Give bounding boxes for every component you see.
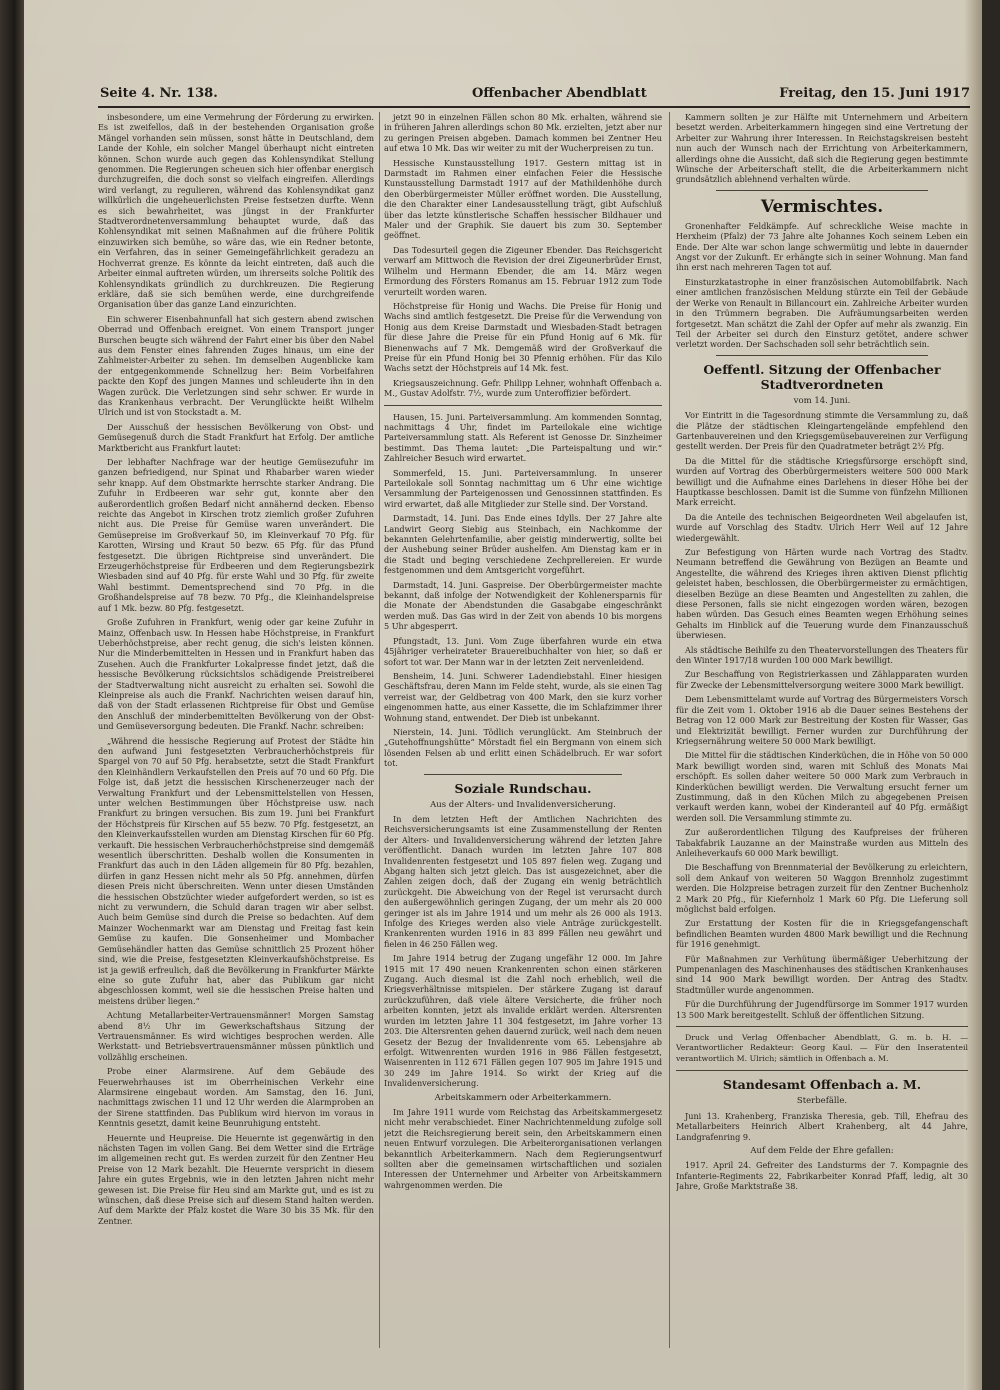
header-rule — [98, 106, 970, 108]
section-subheading: Arbeitskammern oder Arbeiterkammern. — [434, 1092, 612, 1103]
section-rule — [716, 355, 928, 356]
column-divider — [379, 112, 380, 1348]
article-paragraph: jetzt 90 in einzelnen Fällen schon 80 Mk. erhalten, während sie in früheren Jahren allerdings schon 80 Mk. erzielten, jetzt aber nur zu geringen Preisen abgeben. Damach kommen bei Zentner Heu auf etwa 10 Mk. Das wir weiter zu mit der Wucherpreisen zu tun. — [384, 112, 662, 154]
article-paragraph: Zur Erstattung der Kosten für die in Kriegsgefangenschaft befindlichen Beamten wurden 4800 Mark bewilligt und die Rechnung für 1916 genehmigt. — [676, 918, 968, 950]
masthead — [100, 86, 970, 106]
article-paragraph: Im Jahre 1914 betrug der Zugang ungefähr 12 000. Im Jahre 1915 mit 17 490 neuen Krankenrenten schon einen stärkeren Zugang. Auch diesmal ist die Zahl noch erheblich, weil die Kriegsverhältnisse mitspielen. Der stärkere Zugang ist darauf zurückzuführen, daß viele ältere Versicherte, die früher noch arbeiten konnten, jetzt als invalide erklärt werden. Altersrenten wurden im letzten Jahre 11 304 festgesetzt, im Jahre vorher 13 203. Die Altersrenten gehen dauernd zurück, weil nach dem neuen Gesetz der Bezug der Invalidenrente vom 65. Lebensjahre ab erfolgt. Witwenrenten wurden 1916 in 986 Fällen festgesetzt, Waisenrenten in 112 671 Fällen gegen 107 905 im Jahre 1915 und 30 249 im Jahre 1914. So wirkt der Krieg auf die Invalidenversicherung. — [384, 953, 662, 1089]
article-paragraph: Pfungstadt, 13. Juni. Vom Zuge überfahren wurde ein etwa 45jähriger verheirateter Brauereibuchhalter von hier, so daß er sofort tot war. Der Mann war in der letzten Zeit nervenleidend. — [384, 635, 662, 667]
article-paragraph: Da die Mittel für die städtische Kriegsfürsorge erschöpft sind, wurden auf Vortrag des Oberbürgermeisters weitere 500 000 Mark bewilligt und die Aufnahme eines Darlehens in dieser Höhe bei der Hauptkasse beschlossen. Damit ist die Summe von fünfzehn Millionen Mark erreicht. — [676, 455, 968, 508]
column-2 — [384, 112, 662, 1348]
article-paragraph: Darmstadt, 14. Juni. Das Ende eines Idylls. Der 27 Jahre alte Landwirt Georg Siebig aus Steinbach, ein Nachkomme der bekannten Gelehrtenfamilie, aber geistig minderwertig, sollte bei der Aushebung seiner Brüder aushelfen. Am Dienstag kam er in die Stadt und beging verschiedene Zechprellereien. Er wurde festgenommen und dem Amtsgericht vorgeführt. — [384, 513, 662, 576]
article-paragraph: Die Beschaffung von Brennmaterial der Bevölkerung zu erleichtern, soll dem Ankauf von weiteren 50 Waggon Brennholz zugestimmt werden. Die Holzpreise betragen zurzeit für den Zentner Buchenholz 2 Mark 20 Pfg., für Kiefernholz 1 Mark 60 Pfg. Die Lieferung soll möglichst bald erfolgen. — [676, 862, 968, 914]
column-1 — [98, 112, 374, 1348]
article-paragraph: Darmstadt, 14. Juni. Gaspreise. Der Oberbürgermeister machte bekannt, daß infolge der Notwendigkeit der Kohlenersparnis für die Monate der Abendstunden die Gasabgabe eingeschränkt werden muß. Das Gas wird in der Zeit von abends 10 bis morgens 5 Uhr abgesperrt. — [384, 579, 662, 632]
article-paragraph: Einsturzkatastrophe in einer französischen Automobilfabrik. Nach einer amtlichen französischen Meldung stürzte ein Teil der Gebäude der Werke von Renault in Billancourt ein. Zahlreiche Arbeiter wurden in den Trümmern begraben. Die Aufräumungsarbeiten werden fortgesetzt. Man schätzt die Zahl der Opfer auf mehr als zwanzig. Ein Teil der Arbeiter sei durch den Einsturz getötet, andere schwer verletzt worden. Der Sachschaden soll sehr beträchtlich sein. — [676, 276, 968, 350]
section-date: vom 14. Juni. — [793, 395, 851, 406]
section-rule — [424, 774, 622, 775]
page-number: Seite 4. Nr. 138. — [100, 86, 218, 101]
imprint: Druck und Verlag Offenbacher Abendblatt, G. m. b. H. — Verantwortlicher Redakteur: Georg Kaul. — Für den Inseratenteil verantwortlich M. Ulrich; sämtlich in Offenbach a. M. — [676, 1033, 968, 1063]
article-paragraph: Der lebhafter Nachfrage war der heutige Gemüsezufuhr im ganzen befriedigend, nur Spinat und Rhabarber waren wieder sehr knapp. Auf dem Obstmarkte herrschte starker Andrang. Die Zufuhr in Erdbeeren war sehr gut, konnte aber den außerordentlich großen Bedarf nicht annähernd decken. Ebenso reichte das Angebot in Kirschen trotz ziemlich großer Zufuhren nicht aus. Die Preise für Gemüse waren unverändert. Die Gemüsepreise im Großverkauf 50, im Kleinverkauf 70 Pfg. für Karotten, Wirsing und Kraut 50 bezw. 65 Pfg. für das Pfund festgesetzt. Die übrigen Richtpreise sind unverändert. Die Erzeugerhöchstpreise für Erdbeeren und dem Regierungsbezirk Wiesbaden sind auf 40 Pfg. für erste Wahl und 30 Pfg. für zweite Wahl bestimmt. Dementsprechend sind 70 Pfg. in die Großhandelspreise auf 78 bezw. 70 Pfg., die Kleinhandelspreise auf 1 Mk. bezw. 80 Pfg. festgesetzt. — [98, 457, 374, 613]
article-paragraph: Kammern sollten je zur Hälfte mit Unternehmern und Arbeitern besetzt werden. Arbeiterkammern hingegen sind eine Vertretung der Arbeiter zur Wahrung ihrer Interessen. In Reichstagskreisen besteht nun auch der Wunsch nach der Errichtung von Arbeiterkammern, allerdings ohne die Aussicht, daß sich die Regierung gegen bestimmte Wünsche der Arbeiterschaft stellt, die die Arbeiterkammern nicht grundsätzlich ablehnend verhalten würde. — [676, 112, 968, 185]
article-paragraph: 1917. April 24. Gefreiter des Landsturms der 7. Kompagnie des Infanterie-Regiments 22, Fabrikarbeiter Konrad Pfaff, ledig, alt 30 Jahre, Große Marktstraße 38. — [676, 1160, 968, 1192]
article-paragraph: Zur außerordentlichen Tilgung des Kaufpreises der früheren Tabakfabrik Lauzanne an der Mainstraße wurden aus Mitteln des Anleiheverkaufs 60 000 Mark bewilligt. — [676, 827, 968, 858]
article-paragraph: Heuernte und Heupreise. Die Heuernte ist gegenwärtig in den nächsten Tagen im vollen Gang. Bei dem Wetter sind die Erträge im allgemeinen recht gut. Es werden zurzeit für den Zentner Heu Preise von 12 Mark bezahlt. Die Heuernte verspricht in diesem Jahre ein gutes Ergebnis, wie in den letzten Jahren nicht mehr gewesen ist. Die Preise für Heu sind am Markte gut, und es ist zu wünschen, daß diese Preise sich auf diesem Stand halten werden. Auf dem Markte der Pfalz kostet die Ware 30 bis 35 Mk. für den Zentner. — [98, 1132, 374, 1226]
article-paragraph: Dem Lebensmittelamt wurde auf Vortrag des Bürgermeisters Vorsch für die Zeit vom 1. Oktober 1916 ab die Dauer seines Bestehens der Betrag von 12 000 Mark zur Bestreitung der Kosten für Wasser, Gas und Elektrizität bewilligt. Ferner wurden zur Durchführung der Kriegsernährung weitere 50 000 Mark bewilligt. — [676, 694, 968, 746]
section-rule — [384, 405, 662, 406]
article-paragraph: Gronenhafter Feldkämpfe. Auf schreckliche Weise machte in Herxheim (Pfalz) der 73 Jahre alte Johannes Koch seinem Leben ein Ende. Der Alte war schon lange schwermütig und lebte in dauernder Angst vor der Zukunft. Er erhängte sich in seiner Wohnung. Man fand ihn erst nach mehreren Tagen tot auf. — [676, 220, 968, 273]
article-paragraph: Im Jahre 1911 wurde vom Reichstag das Arbeitskammergesetz nicht mehr verabschiedet. Einer Nachrichtenmeldung zufolge soll jetzt die Reichsregierung bereit sein, den Arbeitskammern einen neuen Entwurf vorzulegen. Die Arbeiterorganisationen verlangen bekanntlich Arbeiterkammern. Nach dem Regierungsentwurf sollten aber die gemeinsamen wirtschaftlichen und sozialen Interessen der Unternehmer und Arbeiter von Arbeitskammern wahrgenommen werden. Die — [384, 1106, 662, 1190]
article-paragraph: Große Zufuhren in Frankfurt, wenig oder gar keine Zufuhr in Mainz, Offenbach usw. In Hessen habe Höchstpreise, in Frankfurt Ueberhöchstpreise, aber recht genug, die sich's leisten können. Nur die Minderbemittelten in Hessen und in Frankfurt haben das Zusehen. Auch die Frankfurter Lokalpresse findet jetzt, daß die hessische Bevölkerung rücksichtslos schädigende Preistreiberei der Stadtverwaltung nicht ausreicht zu erhalten sei. Sowohl die Kleinpreise als auch die Frankf. Nachrichten weisen darauf hin, daß von der Stadt erlassenen Richtpreise für Obst und Gemüse den Anschluß der minderbemittelten Bevölkerung von der Obst- und Gemüseversorgung bedeuten. Die Frankf. Nachr. schreiben: — [98, 617, 374, 732]
article-paragraph: Höchstpreise für Honig und Wachs. Die Preise für Honig und Wachs sind amtlich festgesetzt. Die Preise für die Verwendung von Honig aus dem Kreise Darmstadt und Wiesbaden-Stadt betragen für diese Jahre die Preise für ein Pfund Honig auf 6 Mk. für Bienenwachs auf 7 Mk. Demgemäß wird der Großverkauf die Preise für ein Pfund Honig bei 30 Pfennig erhöhen. Für das Kilo Wachs setzt der Höchstpreis auf 14 Mk. fest. — [384, 300, 662, 374]
article-paragraph: Vor Eintritt in die Tagesordnung stimmte die Versammlung zu, daß die Plätze der städtischen Kleingartengelände empfehlend den Gartenbauvereinen und den Kriegsgemüsebauvereinen zur Verfügung gestellt werden. Der Preis für den Quadratmeter beträgt 2½ Pfg. — [676, 410, 968, 452]
article-paragraph: Achtung Metallarbeiter-Vertrauensmänner! Morgen Samstag abend 8½ Uhr im Gewerkschaftshaus Sitzung der Vertrauensmänner. Es wird wichtiges besprochen werden. Alle Werkstatt- und Betriebsvertrauensmänner müssen pünktlich und vollzählig erscheinen. — [98, 1010, 374, 1062]
section-heading-social: Soziale Rundschau. — [454, 780, 592, 796]
article-paragraph: Nierstein, 14. Juni. Tödlich verunglückt. Am Steinbruch der „Gutehoffnungshütte“ Mörstadt fiel ein Bergmann von einem sich lösenden Felsen ab und erlitt einen Schädelbruch. Er war sofort tot. — [384, 726, 662, 769]
article-paragraph: Hessische Kunstausstellung 1917. Gestern mittag ist in Darmstadt im Rahmen einer einfachen Feier die Hessische Kunstausstellung Darmstadt 1917 auf der Mathildenhöhe durch den Oberbürgermeister Müller eröffnet worden. Die Ausstellung, die den Charakter einer Landesausstellung trägt, gibt Aufschluß über das letzte künstlerische Schaffen hessischer Bildhauer und Maler und der Graphik. Sie dauert bis zum 30. September geöffnet. — [384, 157, 662, 241]
article-paragraph: „Während die hessische Regierung auf Protest der Städte hin den aufwand Juni festgesetzten Verbraucherhöchstpreis für Spargel von 70 auf 50 Pfg. herabsetzte, setzt die Stadt Frankfurt den Kleinhändlern Verkaufstellen den Preis auf 70 und 60 Pfg. Die Folge ist, daß jetzt die hessischen Kirschenerzeuger nach der Verwaltung Frankfurt und der Lebensmittelstellen von Hessen, unter welchen Bestimmungen über Höchstpreise usw. nach Frankfurt zu bringen versuchen. Bis zum 19. Juni bei Frankfurt der Höchstpreis für Kirschen auf 55 bezw. 70 Pfg. festgesetzt, an den Kleinverkaufsstellen wurden am Dienstag Kirschen für 60 Pfg. verkauft. Die hessischen Verbraucherhöchstpreise sind demgemäß wesentlich überschritten. Deshalb wollen die Konsumenten in Frankfurt das auch in den Läden allgemein für 80 Pfg. bezahlen, dürfen in ganz Hessen nicht mehr als 50 Pfg. annehmen, dürfen diesen Preis nicht überschreiten. Wenn unter diesen Umständen die hessischen Obstzüchter wieder aufgefordert werden, so ist es nicht zu verwundern, die Schuld daran tragen wir aber selbst. Auch beim Gemüse sind durch die Preise so bedachten. Auf dem Mainzer Wochenmarkt war am Dienstag und Freitag fast kein Gemüse zu kaufen. Die Gonsenheimer und Mombacher Gemüsehändler hatten das Gemüse schnittlich 25 Prozent höher sind, wie die Preise, festgesetzten Kleinverkaufshöchstpreise. Es ist ja gewiß erfreulich, daß die Bevölkerung in Frankfurter Märkte eine so gute Zufuhr hat, aber das Publikum gar nicht abgeschlossen kommt, weil sie die hessischen Preise halten und meistens drüber liegen.“ — [98, 735, 374, 1006]
column-divider — [669, 112, 670, 1348]
book-binding — [0, 0, 24, 1390]
article-paragraph: Bensheim, 14. Juni. Schwerer Ladendiebstahl. Einer hiesigen Geschäftsfrau, deren Mann im Felde steht, wurde, als sie einen Tag verreist war, der Geldbetrag von 400 Mark, den sie kurz vorher eingenommen hatte, aus einer Kassette, die im Schlafzimmer ihrer Wohnung stand, entwendet. Der Dieb ist unbekannt. — [384, 670, 662, 723]
article-paragraph: Für Maßnahmen zur Verhütung übermäßiger Ueberhitzung der Pumpenanlagen des Maschinenhauses des städtischen Krankenhauses sind 14 900 Mark bewilligt worden. Der Antrag des Stadtv. Stadtmüller wurde angenommen. — [676, 953, 968, 995]
section-rule — [676, 1026, 968, 1027]
article-paragraph: Für die Durchführung der Jugendfürsorge im Sommer 1917 wurden 13 500 Mark bereitgestellt. Schluß der öffentlichen Sitzung. — [676, 999, 968, 1020]
section-heading-registry: Standesamt Offenbach a. M. — [722, 1077, 922, 1093]
article-paragraph: Die Mittel für die städtischen Kinderküchen, die in Höhe von 50 000 Mark bewilligt worden sind, waren mit Schluß des Monats Mai erschöpft. Es sollen daher weitere 50 000 Mark zum Verbrauch in Kinderküchen bewilligt werden. Die Verwaltung ersucht ferner um Zustimmung, daß in den Küchen Milch zu abgegebenen Preisen verkauft werden kann, wobei der Kinderanteil auf 40 Pfg. ermäßigt werden soll. Die Versammlung stimmte zu. — [676, 750, 968, 823]
section-subheading: Auf dem Felde der Ehre gefallen: — [750, 1145, 894, 1156]
article-paragraph: Ein schwerer Eisenbahnunfall hat sich gestern abend zwischen Oberrad und Offenbach ereignet. Von einem Transport junger Burschen beugte sich während der Fahrt einer bis über den Nabel aus dem Fenster eines fahrenden Zuges hinaus, um eine der Zahlmeister-Arbeiter zu sehen. Im demselben Augenblicke kam der entgegenkommende Schnellzug her: Beim Vorbeifahren packte den Kopf des jungen Mannes und schleuderte ihn in den Wagen zurück. Die Verletzungen sind sehr schwer. Er wurde in das Krankenhaus verbracht. Der Verunglückte heißt Wilhelm Ulrich und ist von Stockstadt a. M. — [98, 313, 374, 418]
article-paragraph: Da die Anteile des technischen Beigeordneten Weil abgelaufen ist, wurde auf Vorschlag des Stadtv. Ulrich Herr Weil auf 12 Jahre wiedergewählt. — [676, 511, 968, 543]
section-subheading: Aus der Alters- und Invalidenversicherung. — [430, 799, 616, 810]
article-paragraph: Das Todesurteil gegen die Zigeuner Ebender. Das Reichsgericht verwarf am Mittwoch die Revision der drei Zigeunerbrüder Ernst, Wilhelm und Hermann Ebender, die am 14. März wegen Ermordung des Försters Romanus am 15. Februar 1912 zum Tode verurteilt worden waren. — [384, 244, 662, 297]
column-3 — [676, 112, 968, 1348]
article-paragraph: Zur Beschaffung von Registrierkassen und Zählapparaten wurden für Zwecke der Lebensmittelversorgung weitere 3000 Mark bewilligt. — [676, 669, 968, 690]
article-paragraph: In dem letzten Heft der Amtlichen Nachrichten des Reichsversicherungsamts ist eine Zusammenstellung der Renten der Alters- und Invalidenversicherung während der letzten Jahre veröffentlicht. Danach wurden im letzten Jahre 107 808 Invalidenrenten festgesetzt und 105 897 fielen weg. Zugang und Abgang halten sich jetzt gleich. Das ist ausgezeichnet, aber die Zahlen zeigen doch, daß der Zugang ein wenig beträchtlich zurückgeht. Die Abweichung von der Regel ist verursacht durch den außergewöhnlich geringen Zugang, der um mehr als 20 000 geringer ist als im Jahre 1914 und um mehr als 26 000 als 1913. Infolge des Krieges werden also viele Anträge zurückgestellt. Krankenrenten wurden 1916 in 83 899 Fällen neu gewährt und fielen in 46 250 Fällen weg. — [384, 813, 662, 949]
section-rule — [676, 1070, 968, 1071]
section-rule — [716, 190, 928, 191]
article-paragraph: Der Ausschuß der hessischen Bevölkerung von Obst- und Gemüsegenuß durch die Stadt Frankfurt hat Erfolg. Der amtliche Marktbericht aus Frankfurt lautet: — [98, 421, 374, 453]
article-paragraph: Sommerfeld, 15. Juni. Parteiversammlung. In unserer Parteilokale soll Sonntag nachmittag um 6 Uhr eine wichtige Versammlung der Parteigenossen und Genossinnen stattfinden. Es wird erwartet, daß alle Mitglieder zur Stelle sind. Der Vorstand. — [384, 467, 662, 509]
article-paragraph: Als städtische Beihilfe zu den Theatervorstellungen des Theaters für den Winter 1917/18 wurden 100 000 Mark bewilligt. — [676, 644, 968, 666]
article-paragraph: Kriegsauszeichnung. Gefr. Philipp Lehner, wohnhaft Offenbach a. M., Gustav Adolfstr. 7½, wurde zum Unteroffizier befördert. — [384, 377, 662, 399]
section-heading-misc: Vermischtes. — [760, 196, 884, 217]
paper-name: Offenbacher Abendblatt — [472, 86, 647, 101]
section-heading-council: Oeffentl. Sitzung der Offenbacher Stadtverordneten — [703, 361, 941, 392]
issue-date: Freitag, den 15. Juni 1917 — [779, 86, 970, 101]
article-paragraph: Juni 13. Krahenberg, Franziska Theresia, geb. Till, Ehefrau des Metallarbeiters Heinrich Albert Krahenberg, alt 44 Jahre, Landgrafenring 9. — [676, 1110, 968, 1142]
section-subheading: Sterbefälle. — [796, 1096, 848, 1107]
article-paragraph: Hausen, 15. Juni. Parteiversammlung. Am kommenden Sonntag, nachmittags 4 Uhr, findet im Parteilokale eine wichtige Parteiversammlung statt. Als Referent ist Genosse Dr. Sinzheimer bestimmt. Das Thema lautet: „Die Parteispaltung und wir.“ Zahlreicher Besuch wird erwartet. — [384, 411, 662, 464]
article-paragraph: insbesondere, um eine Vermehrung der Förderung zu erwirken. Es ist zweifellos, daß in der bestehenden Organisation große Mängel vorhanden sein müssen, sonst hätte in Deutschland, dem Lande der Kohle, ein solcher Mangel überhaupt nicht eintreten können. Schon wurde auch gegen das Kohlensyndikat Stellung genommen. Die Regierungen scheuen sich hier offenbar energisch durchzugreifen, die doch sonst so vielfach eingreifen. Allerdings wird verlangt, zu regulieren, während das Kohlensyndikat ganz willkürlich die ungeheuerlichsten Preise festsetzen durfte. Wenn es sich bewahrheitet, was jüngst in der Frankfurter Stadtverordnetenversammlung behauptet wurde, daß das Kohlensyndikat mit seinen Maßnahmen auf die frühere Politik einzuwirken sich bemühe, so wäre das, wie ein Redner betonte, ein Verfahren, das in seiner Gemeingefährlichkeit geradezu an Hochverrat grenze. Es könnte da leicht eintreten, daß auch die Arbeiter einmal auftreten würden, um ihrerseits solche Politik des Kohlensyndikats gründlich zu durchkreuzen. Die Regierung erkläre, daß sie sich bemühen werde, eine durchgreifende Organisation über das ganze Land einzurichten. — [98, 112, 374, 310]
article-paragraph: Zur Befestigung von Härten wurde nach Vortrag des Stadtv. Neumann betreffend die Gewährung von Bezügen an Beamte und Angestellte, die während des Krieges ihren aktiven Dienst pflichtig geleistet haben, beschlossen, die Oberbürgermeister zu ermächtigen, dieselben Bezüge an diese Beamten und Angestellten zu zahlen, die diese Personen, falls sie nicht eingezogen worden wären, bezogen haben würden. Das Gesuch eines Beamten wegen Erhöhung seines Gehalts im Hinblick auf die Teuerung wurde dem Finanzausschuß überwiesen. — [676, 547, 968, 641]
article-paragraph: Probe einer Alarmsirene. Auf dem Gebäude des Feuerwehrhauses ist im Oberrheinischen Verkehr eine Alarmsirene eingebaut worden. Am Samstag, den 16. Juni, nachmittags zwischen 11 und 12 Uhr werden die Alarmproben an der Sirene stattfinden. Das Publikum wird hiervon im voraus in Kenntnis gesetzt, damit keine Beunruhigung entsteht. — [98, 1066, 374, 1129]
